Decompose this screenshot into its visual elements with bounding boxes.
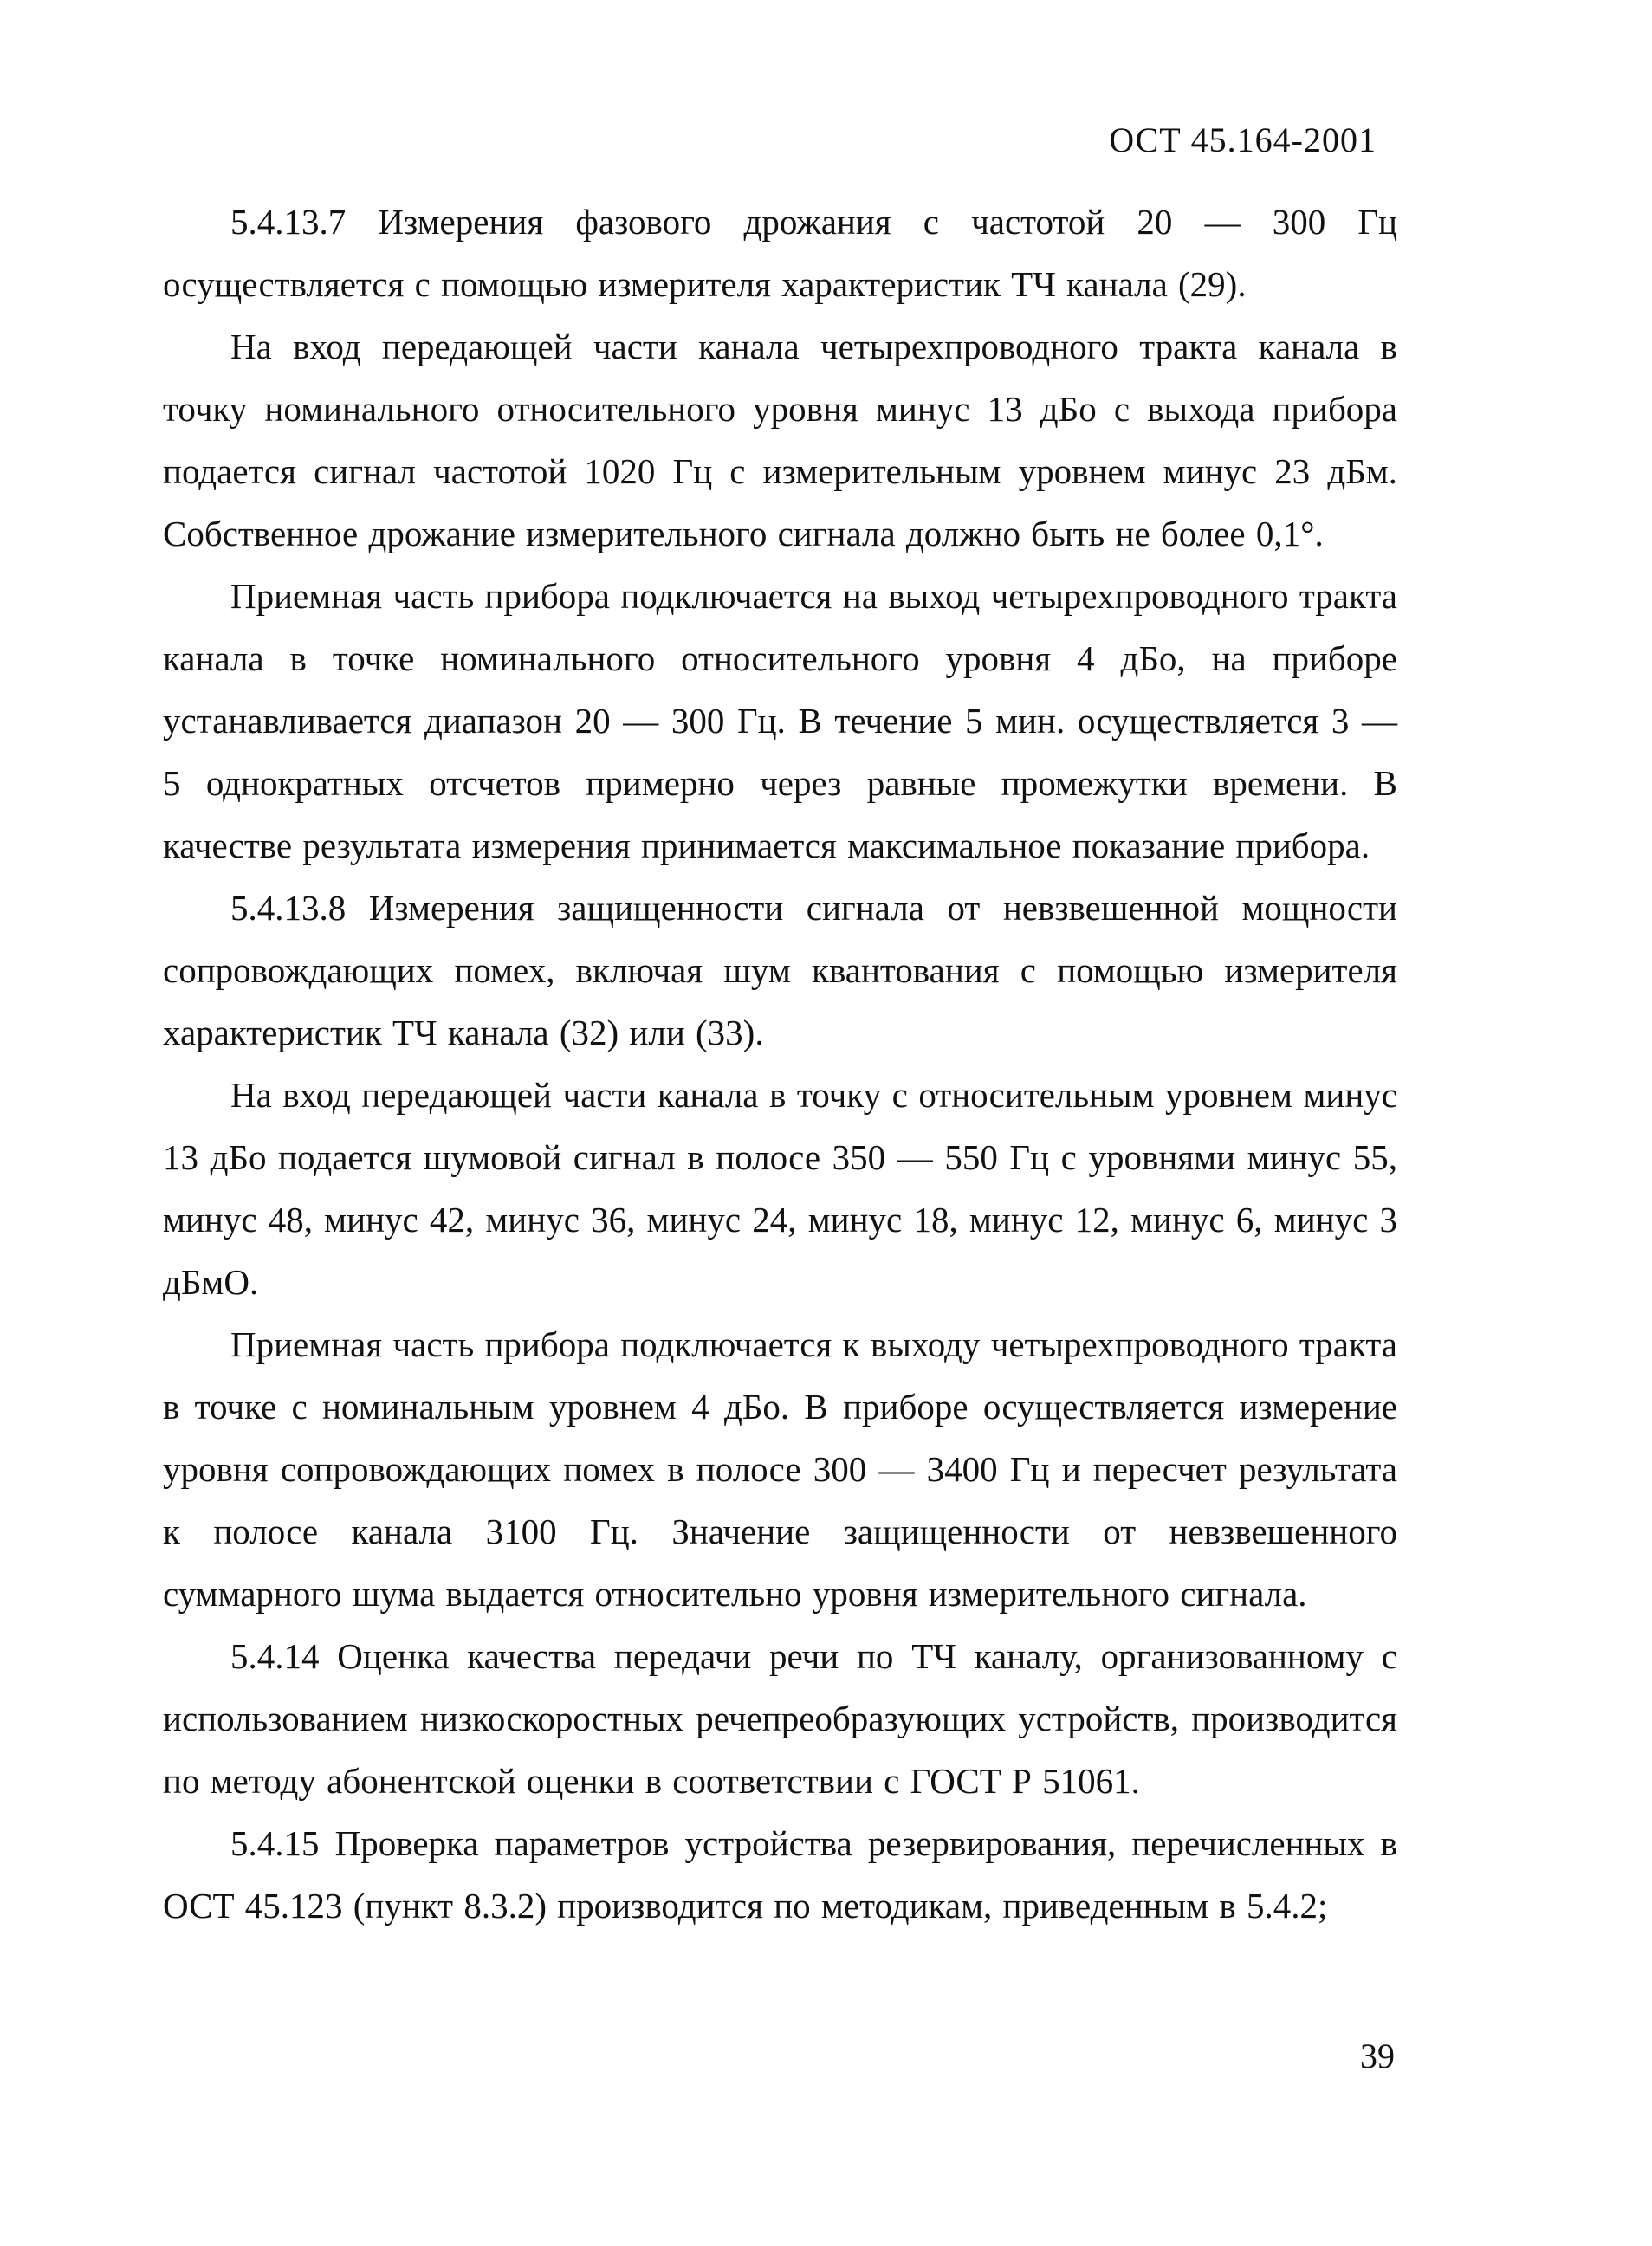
paragraph-5-4-13-7: 5.4.13.7 Измерения фазового дрожания с частотой 20 — 300 Гц осуществляется с помощью измерителя характеристик ТЧ канала (29). [163, 202, 1397, 304]
paragraph-input-signal: На вход передающей части канала четырехпроводного тракта канала в точку номинального относительного уровня минус 13 дБо с выхода прибора подается сигнал частотой 1020 Гц с измерительным уровнем минус 23 дБм. Собственное дрожание измерительного сигнала должно быть не более 0,1°. [163, 327, 1397, 553]
paragraph-5-4-15: 5.4.15 Проверка параметров устройства резервирования, перечисленных в ОСТ 45.123 (пункт 8.3.2) производится по методикам, приведенным в 5.4.2; [163, 1823, 1397, 1926]
paragraph-receiver-setup: Приемная часть прибора подключается на выход четырехпроводного тракта канала в точке номинального относительного уровня 4 дБо, на приборе устанавливается диапазон 20 — 300 Гц. В течение 5 мин. осуществляется 3 — 5 однократных отсчетов примерно через равные промежутки времени. В качестве результата измерения принимается максимальное показание прибора. [163, 576, 1397, 865]
paragraph-noise-signal: На вход передающей части канала в точку с относительным уровнем минус 13 дБо подается шумовой сигнал в полосе 350 — 550 Гц с уровнями минус 55, минус 48, минус 42, минус 36, минус 24, минус 18, минус 12, минус 6, минус 3 дБмО. [163, 1075, 1397, 1302]
paragraph-5-4-13-8: 5.4.13.8 Измерения защищенности сигнала от невзвешенной мощности сопровождающих помех, включая шум квантования с помощью измерителя характеристик ТЧ канала (32) или (33). [163, 888, 1397, 1052]
paragraph-5-4-14: 5.4.14 Оценка качества передачи речи по ТЧ каналу, организованному с использованием низкоскоростных речепреобразующих устройств, производится по методу абонентской оценки в соответствии с ГОСТ Р 51061. [163, 1636, 1397, 1801]
page-number: 39 [1360, 2036, 1395, 2075]
document-code-header: ОСТ 45.164-2001 [1109, 120, 1377, 159]
page-body [163, 191, 1397, 1937]
paragraph-noise-measurement: Приемная часть прибора подключается к выходу четырехпроводного тракта в точке с номинальным уровнем 4 дБо. В приборе осуществляется измерение уровня сопровождающих помех в полосе 300 — 3400 Гц и пересчет результата к полосе канала 3100 Гц. Значение защищенности от невзвешенного суммарного шума выдается относительно уровня измерительного сигнала. [163, 1324, 1397, 1614]
